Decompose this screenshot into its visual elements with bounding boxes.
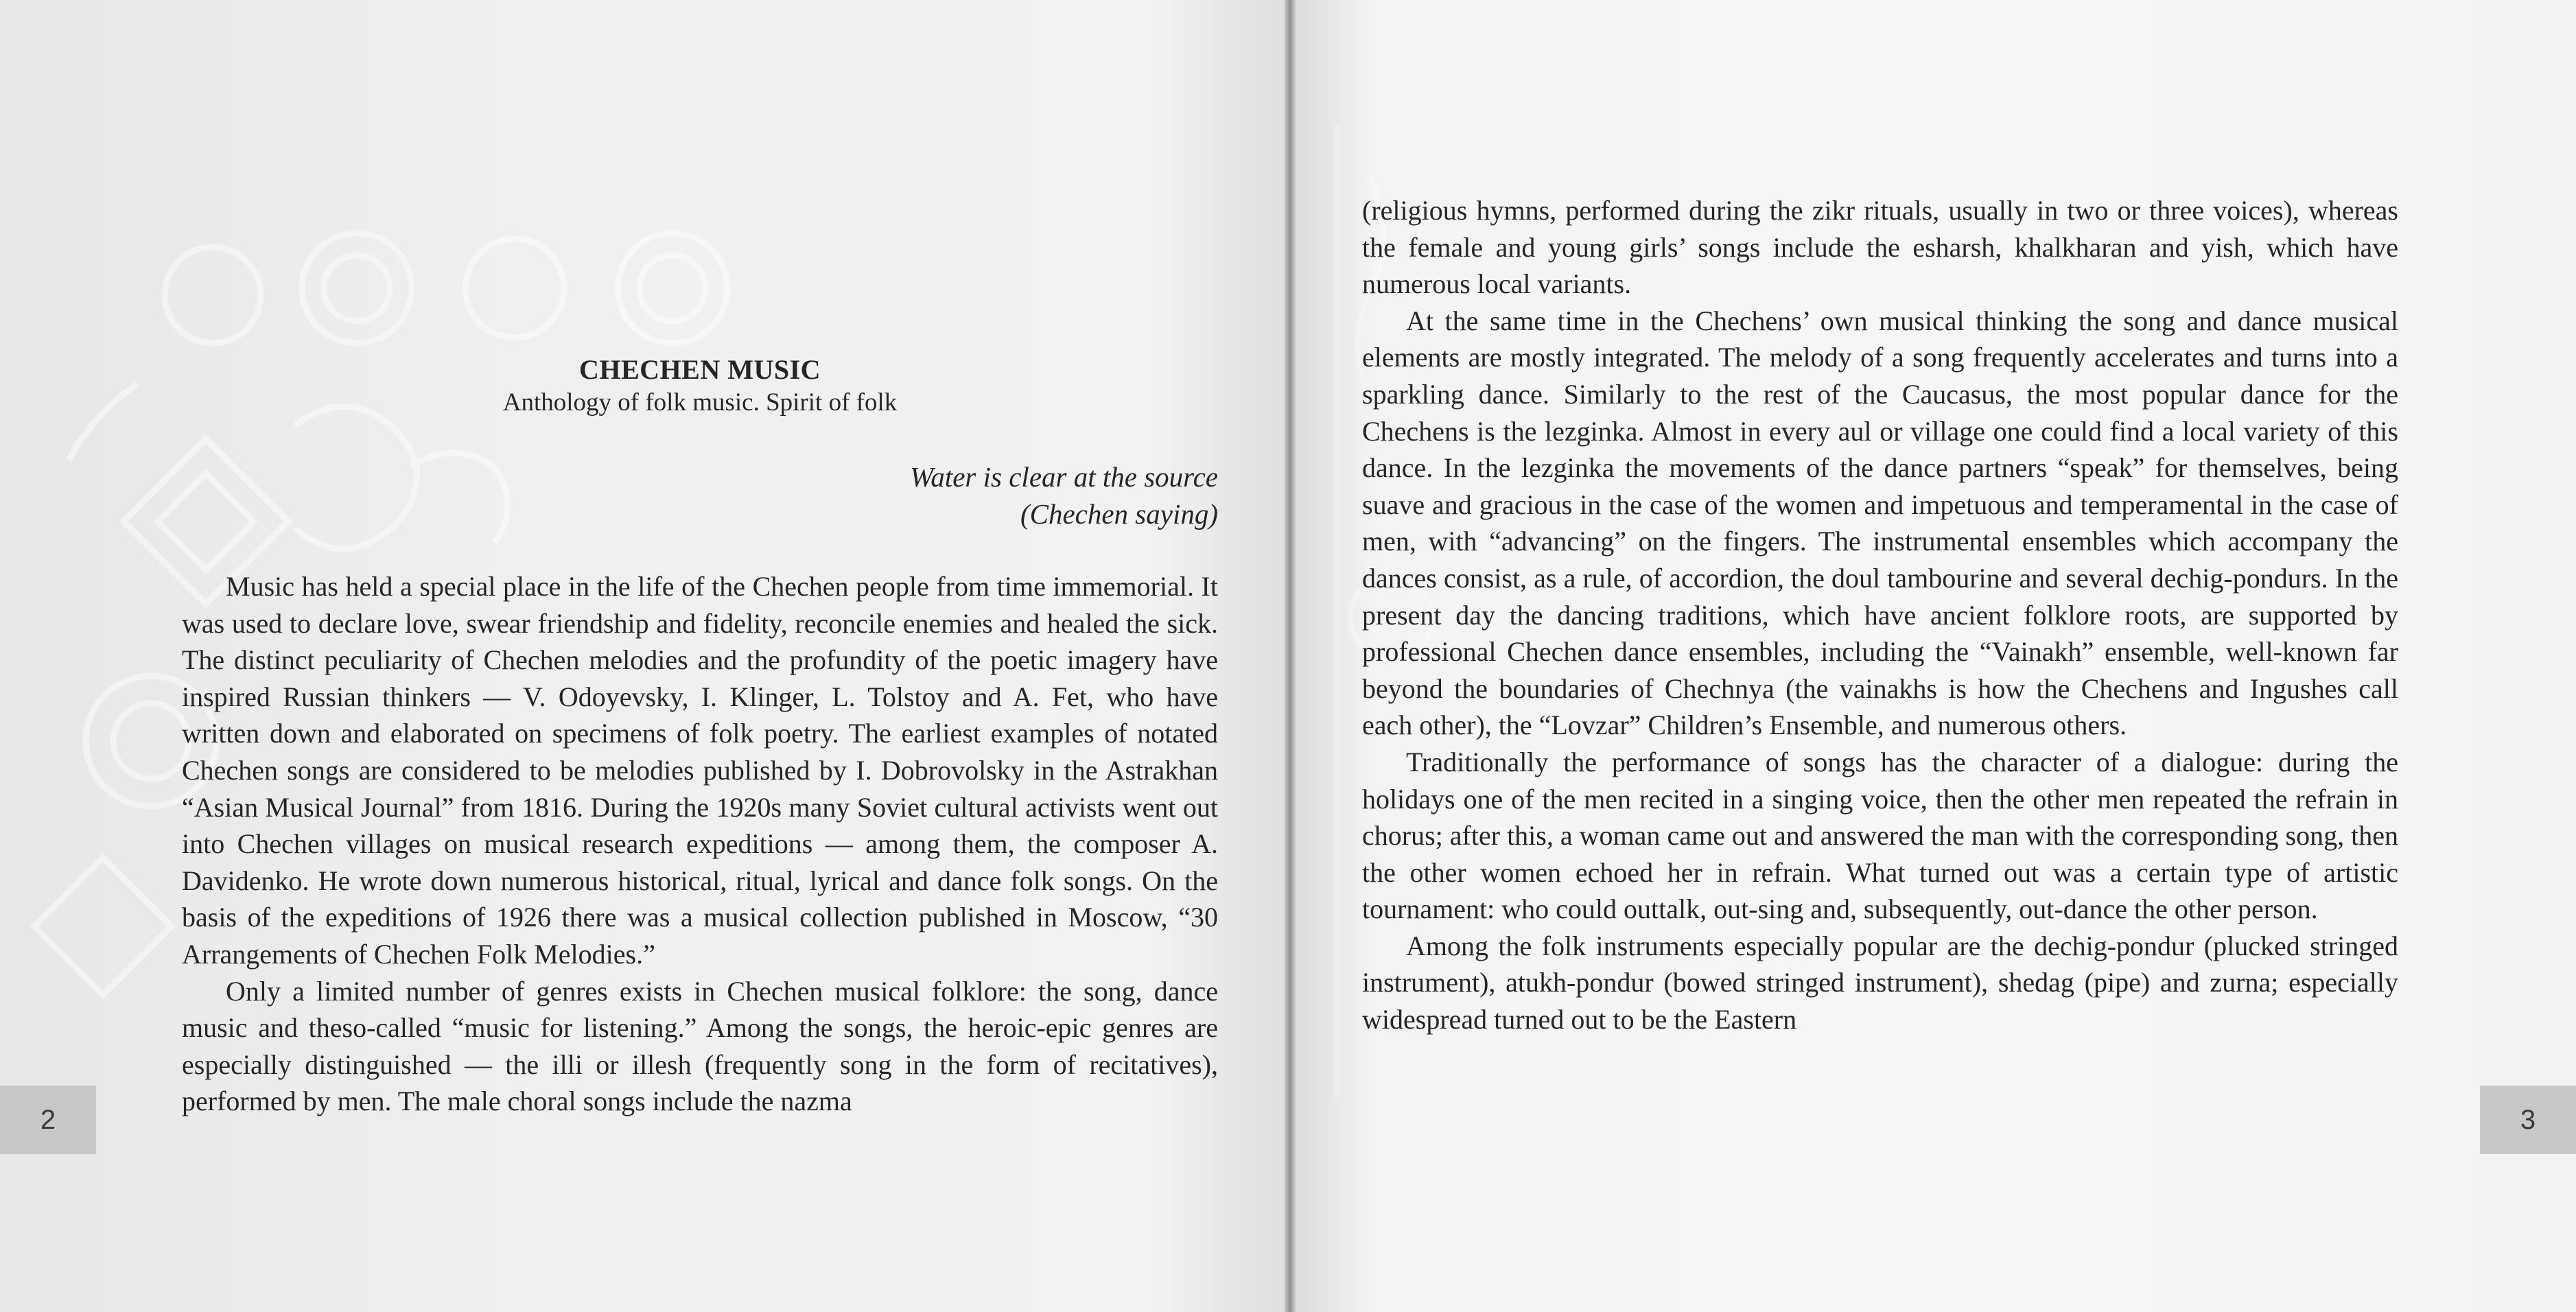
right-body-text [1362,192,2398,1038]
page-subtitle: Anthology of folk music. Spirit of folk [502,388,898,417]
paragraph-continuation: (religious hymns, performed during the zikr rituals, usually in two or three voices), whereas the female and young girls’ songs include the esharsh, khalkharan and yish, which have numerous local variants. [1362,195,2398,300]
page-number-left: 2 [0,1086,96,1154]
paragraph: Traditionally the performance of songs has the character of a dialogue: during the holidays one of the men recited in a singing voice, then the other men repeated the refrain in chorus; after this, a woman came out and answered the man with the corresponding song, then the other women echoed her in refrain. What turned out was a certain type of artistic tournament: who could outtalk, out-sing and, subsequently, out-dance the other person. [1362,746,2398,925]
paragraph: Among the folk instruments especially popular are the dechig-pondur (plucked stringed instrument), atukh-pondur (bowed stringed instrument), shedag (pipe) and zurna; especially widespread turned out to be the Eastern [1362,930,2398,1035]
paragraph: Only a limited number of genres exists in Chechen musical folklore: the song, dance music and theso-called “music for listening.” Among the songs, the heroic-epic genres are especially distinguished — the illi or illesh (frequently song in the form of recitatives), performed by men. The male choral songs include the nazma [182,975,1218,1117]
right-page [1296,0,2576,1312]
epigraph-quote: Water is clear at the source [909,461,1218,493]
epigraph-attribution: (Chechen saying) [1020,498,1218,530]
left-page [0,0,1285,1312]
left-body-text [182,568,1218,1120]
page-number-right: 3 [2480,1086,2576,1154]
page-title: CHECHEN MUSIC [578,354,821,385]
paragraph: At the same time in the Chechens’ own musical thinking the song and dance musical elements are mostly integrated. The melody of a song frequently accelerates and turns into a sparkling dance. Similarly to the rest of the Caucasus, the most popular dance for the Chechens is the lezginka. Almost in every aul or village one could find a local variety of this dance. In the lezginka the movements of the dance partners “speak” for themselves, being suave and gracious in the case of the women and impetuous and temperamental in the case of men, with “advancing” on the fingers. The instrumental ensembles which accompany the dances consist, as a rule, of accordion, the doul tambourine and several dechig-pondurs. In the present day the dancing traditions, which have ancient folklore roots, are supported by professional Chechen dance ensembles, including the “Vainakh” ensemble, well-known far beyond the boundaries of Chechnya (the vainakhs is how the Chechens and Ingushes call each other), the “Lovzar” Children’s Ensemble, and numerous others. [1362,305,2398,741]
book-gutter [1285,0,1296,1312]
paragraph: Music has held a special place in the life of the Chechen people from time immemorial. It was used to declare love, swear friendship and fidelity, reconcile enemies and healed the sick. The distinct peculiarity of Chechen melodies and the profundity of the poetic imagery have inspired Russian thinkers — V. Odoyevsky, I. Klinger, L. Tolstoy and A. Fet, who have written down and elaborated on specimens of folk poetry. The earliest examples of notated Chechen songs are considered to be melodies published by I. Dobrovolsky in the Astrakhan “Asian Musical Journal” from 1816. During the 1920s many Soviet cultural activists went out into Chechen villages on musical research expeditions — among them, the composer A. Davidenko. He wrote down numerous historical, ritual, lyrical and dance folk songs. On the basis of the expeditions of 1926 there was a musical collection published in Moscow, “30 Arrangements of Chechen Folk Melodies.” [182,571,1218,970]
epigraph [686,458,1218,532]
